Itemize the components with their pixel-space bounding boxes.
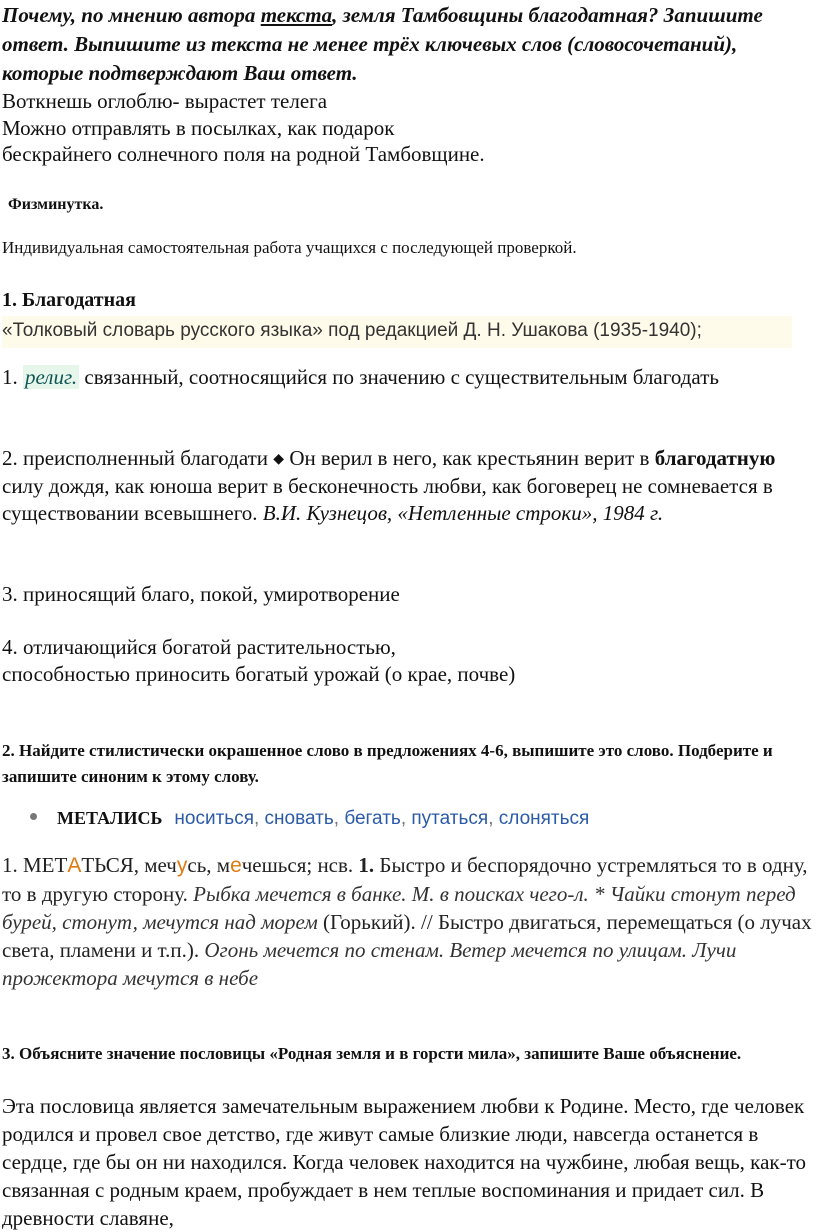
question-1-underlined-word: текста	[260, 3, 333, 27]
meaning-2-bold-word: благодатную	[654, 446, 776, 470]
def-accent: у	[176, 854, 188, 877]
individual-work-line: Индивидуальная самостоятельная работа учащихся с последующей проверкой.	[2, 238, 577, 257]
synonym: путаться	[411, 808, 489, 829]
meaning-1-number: 1.	[2, 365, 23, 389]
diamond-icon: ◆	[273, 451, 285, 467]
meaning-4-line-2: способностью приносить богатый урожай (о крае, почве)	[2, 662, 516, 686]
dictionary-source: «Толковый словарь русского языка» под редакцией Д. Н. Ушакова (1935-1940);	[2, 316, 792, 348]
meaning-2	[2, 445, 810, 527]
def-example: Рыбка мечется в банке. М. в поисках чего-л. * Чайки стонут перед бурей, стонут, мечутся над морем	[2, 882, 796, 934]
question-1	[2, 0, 810, 88]
task-2: 2. Найдите стилистически окрашенное слово в предложениях 4-6, выпишите это слово. Подберите и запишите синоним к этому слову.	[2, 741, 773, 786]
answer-line: бескрайнего солнечного поля на родной Тамбовщине.	[2, 142, 485, 166]
meaning-1	[2, 364, 810, 391]
definition-metatsya	[2, 851, 814, 992]
synonym-list: носиться, сновать, бегать, путаться, слоняться	[174, 808, 590, 829]
meaning-1-tag: религ.	[25, 365, 78, 389]
synonym: бегать	[344, 808, 401, 829]
fizminutka-heading: Физминутка.	[8, 196, 104, 213]
answer-block	[2, 88, 810, 168]
bullet-icon	[30, 813, 37, 820]
def-text: Быстро и беспорядочно устремляться то в одну, то в другую сторону.	[2, 853, 808, 906]
def-word-part: чешься; нсв.	[241, 853, 359, 877]
item-1-heading: 1. Благодатная	[2, 289, 136, 311]
question-1-text-a: Почему, по мнению автора	[2, 3, 261, 27]
meaning-2-text-b: Он верил в него, как крестьянин верит в	[284, 446, 655, 470]
def-number: 1.	[2, 853, 23, 877]
task-3: 3. Объясните значение пословицы «Родная земля и в горсти мила», запишите Ваше объяснение.	[2, 1044, 742, 1063]
def-accent: е	[230, 854, 242, 877]
synonym: носиться	[174, 808, 254, 829]
def-word-part: сь, м	[187, 853, 231, 877]
meaning-2-text-a: 2. преисполненный благодати	[2, 446, 274, 470]
synonym: сновать	[264, 808, 334, 829]
meaning-2-text-c: силу дождя, как юноша верит в бесконечность любви, как боговерец не сомневается в существовании всевышнего.	[2, 474, 773, 525]
def-example: Огонь мечется по стенам. Ветер мечется по улицам. Лучи прожектора мечутся в небе	[2, 938, 737, 990]
bullet-item	[30, 808, 589, 830]
synonym: слоняться	[498, 808, 590, 829]
question-1-text-b: , земля Тамбовщины благодатная? Запишите ответ. Выпишите из текста не менее трёх ключевых слов (словосочетаний), которые подтверждают Ваш ответ.	[2, 3, 763, 85]
def-sense-number: 1.	[358, 853, 375, 877]
bullet-word: МЕТАЛИСЬ	[57, 808, 163, 828]
answer-line: Можно отправлять в посылках, как подарок	[2, 115, 395, 140]
meaning-4-line-1: 4. отличающийся богатой растительностью,	[2, 635, 396, 659]
meaning-3: 3. приносящий благо, покой, умиротворение	[2, 582, 400, 606]
answer-line: Воткнешь оглоблю- вырастет телега	[2, 89, 328, 113]
meaning-2-source: В.И. Кузнецов, «Нетленные строки», 1984 г.	[262, 501, 664, 525]
meaning-1-text: связанный, соотносящийся по значению с существительным благодать	[79, 365, 719, 389]
def-text: (Горький). // Быстро двигаться, перемещаться (о лучах света, пламени и т.п.).	[2, 910, 812, 962]
def-accent: А	[67, 854, 82, 877]
def-word-part: МЕТ	[23, 853, 68, 877]
def-word-part: ТЬСЯ, меч	[81, 853, 177, 877]
essay-answer: Эта пословица является замечательным выражением любви к Родине. Место, где человек родился и провел свое детство, где живут самые близкие люди, навсегда останется в сердце, где бы он ни находился. Когда человек находится на чужбине, любая вещь, как-то связанная с родным краем, пробуждает в нем теплые воспоминания и придает сил. В древности славяне,	[2, 1094, 806, 1230]
